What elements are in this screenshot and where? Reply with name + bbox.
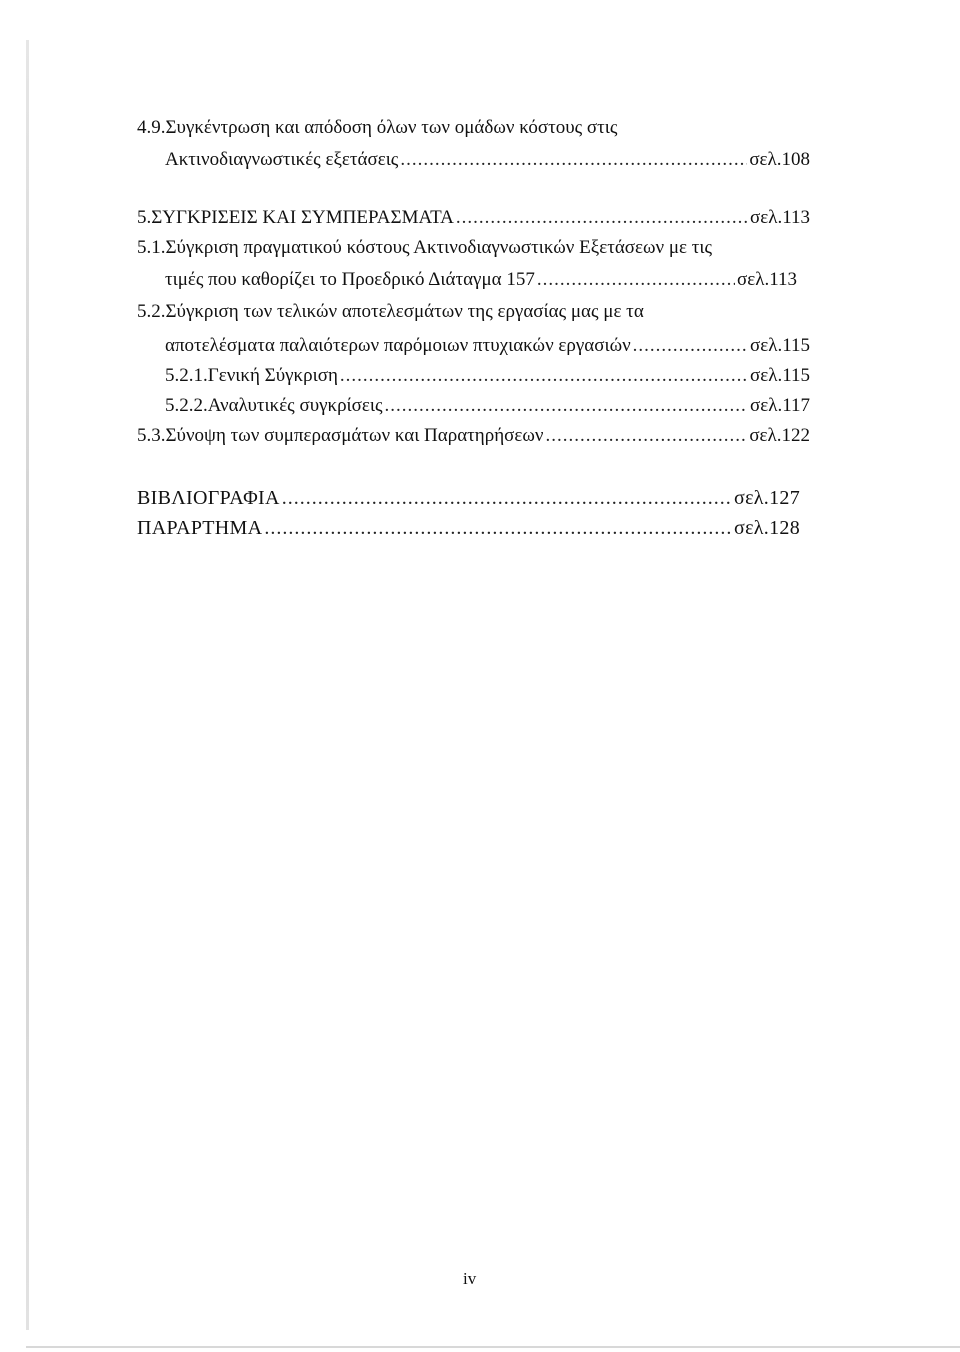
toc-entry-label: τιμές που καθορίζει το Προεδρικό Διάταγμα 157 (165, 269, 535, 290)
toc-entry-label: ΒΙΒΛΙΟΓΡΑΦΙΑ (137, 487, 280, 509)
toc-page-ref: σελ.113 (750, 207, 810, 228)
toc-entry-label: 5.2.1.Γενική Σύγκριση (165, 365, 338, 386)
dot-leader (633, 334, 748, 358)
dot-leader (340, 364, 748, 388)
scan-left-edge (26, 40, 29, 1330)
toc-entry-label: 5.2.2.Αναλυτικές συγκρίσεις (165, 395, 383, 416)
dot-leader (264, 516, 732, 540)
toc-entry-label: Ακτινοδιαγνωστικές εξετάσεις (165, 149, 399, 170)
toc-page-ref: σελ.128 (734, 517, 800, 539)
dot-leader (282, 486, 732, 510)
dot-leader (537, 268, 735, 292)
toc-page-ref: σελ.115 (750, 335, 810, 356)
dot-leader (400, 148, 747, 172)
toc-entry-5-1-line-1: 5.1.Σύγκριση πραγματικού κόστους Ακτινοδιαγνωστικών Εξετάσεων με τις (137, 237, 713, 258)
toc-entry-5[interactable] (137, 206, 810, 230)
toc-entry-label: 5.ΣΥΓΚΡΙΣΕΙΣ ΚΑΙ ΣΥΜΠΕΡΑΣΜΑΤΑ (137, 207, 454, 228)
toc-entry-appendix[interactable] (137, 516, 800, 540)
toc-entry-5-3[interactable] (137, 424, 810, 448)
toc-page-ref: σελ.127 (734, 487, 800, 509)
toc-page-ref: σελ.115 (750, 365, 810, 386)
toc-entry-label: αποτελέσματα παλαιότερων παρόμοιων πτυχιακών εργασιών (165, 335, 631, 356)
page-number: iv (463, 1269, 477, 1288)
dot-leader (545, 424, 747, 448)
toc-entry-5-1[interactable] (165, 268, 797, 292)
toc-entry-5-2-line-1: 5.2.Σύγκριση των τελικών αποτελεσμάτων της εργασίας μας με τα (137, 301, 644, 322)
toc-entry-label: 5.3.Σύνοψη των συμπερασμάτων και Παρατηρήσεων (137, 425, 544, 446)
toc-entry-5-2-1[interactable] (165, 364, 810, 388)
dot-leader (456, 206, 748, 230)
toc-entry-bibliography[interactable] (137, 486, 800, 510)
toc-entry-4-9-line-1: 4.9.Συγκέντρωση και απόδοση όλων των ομάδων κόστους στις (137, 117, 618, 138)
toc-entry-4-9[interactable] (165, 148, 810, 172)
toc-entry-5-2-2[interactable] (165, 394, 810, 418)
toc-entry-label: ΠΑΡΑΡΤΗΜΑ (137, 517, 263, 539)
toc-page-ref: σελ.117 (750, 395, 810, 416)
toc-page-ref: σελ.122 (749, 425, 810, 446)
toc-page-ref: σελ.108 (749, 149, 810, 170)
toc-page-ref: σελ.113 (737, 269, 797, 290)
toc-entry-5-2[interactable] (165, 334, 810, 358)
scan-bottom-edge (26, 1346, 960, 1348)
dot-leader (385, 394, 748, 418)
